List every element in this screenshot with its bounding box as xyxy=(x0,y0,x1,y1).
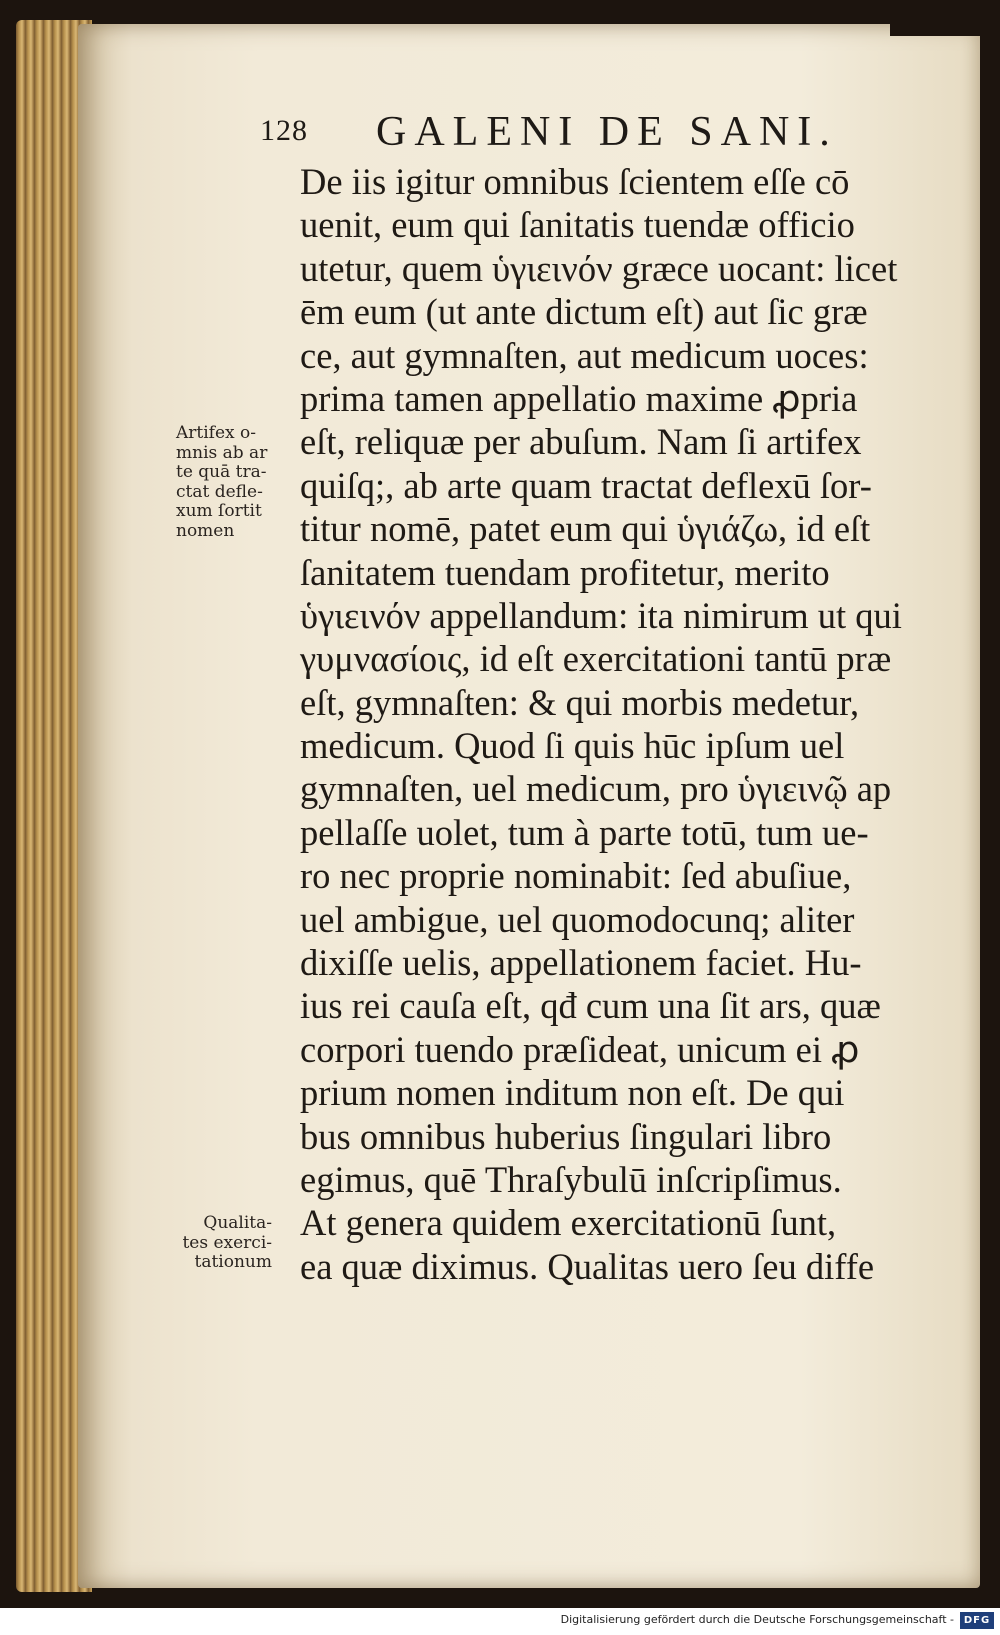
text-line: uel ambigue, uel quomodocunq; aliter xyxy=(300,898,855,940)
margin-note-line: Qualita- xyxy=(203,1213,272,1233)
text-line: eſt, reliquæ per abuſum. Nam ſi artifex xyxy=(300,421,862,463)
text-line: prium nomen inditum non eſt. De qui xyxy=(300,1072,845,1114)
digitization-footer xyxy=(0,1608,1000,1635)
text-line: ὑγιεινόν appellandum: ita nimirum ut qui xyxy=(300,594,902,636)
margin-note-line: nomen xyxy=(176,520,235,541)
margin-note-line: te quā tra- xyxy=(176,462,267,482)
text-line: ea quæ diximus. Qualitas uero ſeu diffe xyxy=(300,1245,875,1287)
text-line: dixiſſe uelis, appellationem faciet. Hu- xyxy=(300,942,862,984)
text-line: eſt, gymnaſten: & qui morbis medetur, xyxy=(300,681,860,723)
margin-note-line: tationum xyxy=(194,1252,272,1272)
text-line: pellaſſe uolet, tum à parte totū, tum ue- xyxy=(300,811,869,853)
text-line: bus omnibus huberius ſingulari libro xyxy=(300,1115,832,1157)
text-line: titur nomē, patet eum qui ὑγιάζω, id eſt xyxy=(300,508,871,550)
text-line: egimus, quē Thraſybulū inſcripſimus. xyxy=(300,1158,842,1200)
text-line: utetur, quem ὑγιεινόν græce uocant: licet xyxy=(300,247,898,289)
text-line: ro nec proprie nominabit: ſed abuſiue, xyxy=(300,855,852,897)
margin-note-line: tes exerci- xyxy=(182,1232,272,1253)
text-line: γυμνασίοις, id eſt exercitationi tantū præ xyxy=(300,638,892,680)
funding-credit: Digitalisierung gefördert durch die Deutsche Forschungsgemeinschaft - xyxy=(560,1613,954,1626)
text-line: prima tamen appellatio maxime ꝓpria xyxy=(300,377,858,419)
margin-note-qualitates xyxy=(160,1214,272,1273)
text-line: corpori tuendo præſideat, unicum ei ꝓ xyxy=(300,1028,860,1070)
text-line: ius rei cauſa eſt, qđ cum una ſit ars, quæ xyxy=(300,985,881,1027)
text-line: At genera quidem exercitationū ſunt, xyxy=(300,1202,837,1244)
page-number: 128 xyxy=(260,114,308,147)
margin-note-line: xum ſortit xyxy=(176,501,262,521)
margin-note-line: mnis ab ar xyxy=(176,442,268,463)
text-line: ēm eum (ut ante dictum eſt) aut ſic græ xyxy=(300,291,868,333)
text-line: ſanitatem tuendam profitetur, merito xyxy=(300,551,830,593)
dfg-logo: DFG xyxy=(960,1612,994,1629)
margin-note-line: ctat defle- xyxy=(176,481,263,502)
margin-note-artifex xyxy=(176,424,267,541)
text-line: De iis igitur omnibus ſcientem eſſe cō xyxy=(300,161,850,202)
body-text xyxy=(300,160,960,1288)
text-line: quiſq;, ab arte quam tractat deflexū ſor- xyxy=(300,464,872,506)
text-line: uenit, eum qui ſanitatis tuendæ officio xyxy=(300,204,855,246)
page-corner-shadow xyxy=(890,0,1000,36)
text-line: medicum. Quod ſi quis hūc ipſum uel xyxy=(300,725,845,767)
margin-note-line: Artifex o- xyxy=(176,423,256,443)
running-title: GALENI DE SANI. xyxy=(376,109,838,155)
text-line: gymnaſten, uel medicum, pro ὑγιεινῷ ap xyxy=(300,768,892,810)
text-line: ce, aut gymnaſten, aut medicum uoces: xyxy=(300,334,869,376)
